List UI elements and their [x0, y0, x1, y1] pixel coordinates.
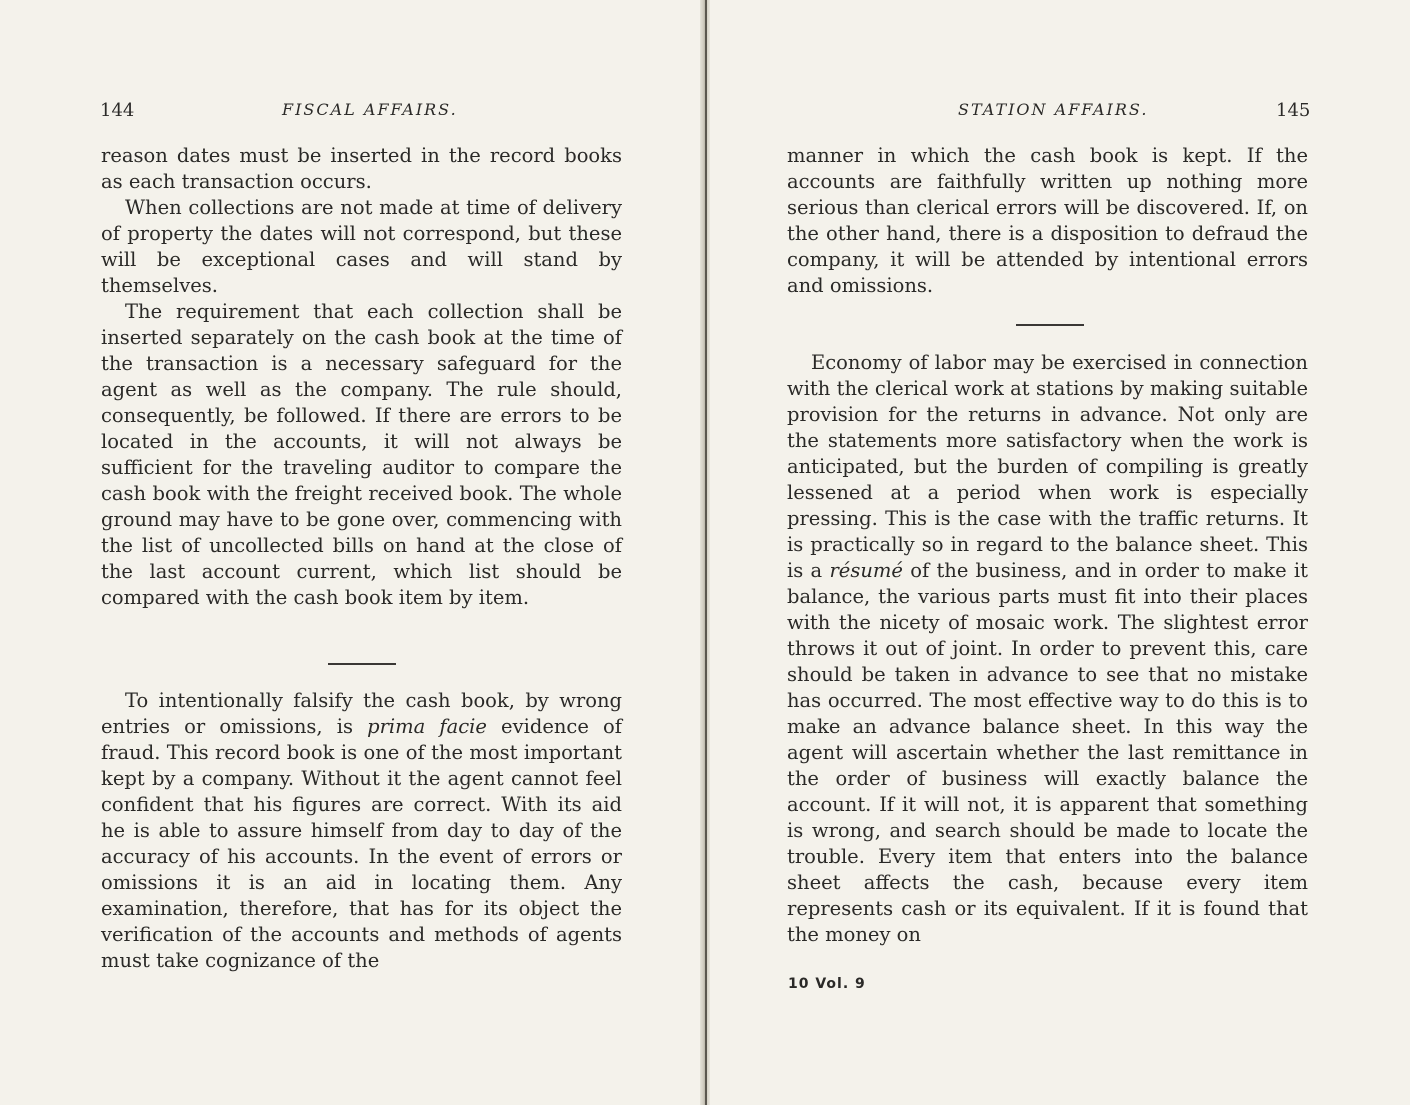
signature-mark: 10 Vol. 9	[788, 976, 866, 992]
section-divider	[1016, 324, 1084, 326]
text-run: evidence of fraud. This record book is one of the most important kept by a company. Without it the agent cannot feel confident that his figures are correct. With its aid he is able to assure himself from day to day of the accuracy of his accounts. In the event of errors or omissions it is an aid in locating them. Any examination, therefore, that has for its object the verification of the accounts and methods of agents must take cognizance of the	[101, 715, 622, 972]
italic-term: prima facie	[367, 715, 487, 738]
right-body-section-2	[787, 350, 1308, 948]
section-divider	[328, 663, 396, 665]
text-run: of the business, and in order to make it balance, the various parts must fit into their places with the nicety of mosaic work. The slightest error throws it out of joint. In order to prevent this, care should be taken in advance to see that no mistake has occurred. The most effective way to do this is to make an advance balance sheet. In this way the agent will ascertain whether the last remittance in the order of business will exactly balance the account. If it will not, it is apparent that something is wrong, and search should be made to locate the trouble. Every item that enters into the balance sheet affects the cash, because every item represents cash or its equivalent. If it is found that the money on	[787, 559, 1308, 946]
left-body-section-1	[101, 143, 622, 611]
right-paragraph	[787, 350, 1308, 948]
gutter-line	[705, 0, 707, 1105]
text-run: Economy of labor may be exercised in connection with the clerical work at stations by making suitable provision for the returns in advance. Not only are the statements more satisfactory when the work is anticipated, but the burden of compiling is greatly lessened at a period when work is especially pressing. This is the case with the traffic returns. It is practically so in regard to the balance sheet. This is a	[787, 351, 1308, 582]
right-running-title: STATION AFFAIRS.	[958, 100, 1149, 119]
left-paragraph: When collections are not made at time of delivery of property the dates will not correspond, but these will be exceptional cases and will stand by themselves.	[101, 196, 622, 297]
right-page-number: 145	[1276, 100, 1311, 121]
left-body-section-2	[101, 688, 622, 974]
left-paragraph: reason dates must be inserted in the record books as each transaction occurs.	[101, 144, 622, 193]
right-paragraph: manner in which the cash book is kept. If the accounts are faithfully written up nothing more serious than clerical errors will be discovered. If, on the other hand, there is a disposition to defraud the company, it will be attended by intentional errors and omissions.	[787, 144, 1308, 297]
left-page-number: 144	[100, 100, 135, 121]
left-paragraph: The requirement that each collection shall be inserted separately on the cash book at the time of the transaction is a necessary safeguard for the agent as well as the company. The rule should, consequently, be followed. If there are errors to be located in the accounts, it will not always be sufficient for the traveling auditor to compare the cash book with the freight received book. The whole ground may have to be gone over, commencing with the list of uncollected bills on hand at the close of the last account current, which list should be compared with the cash book item by item.	[101, 300, 622, 609]
left-running-title: FISCAL AFFAIRS.	[282, 100, 458, 119]
italic-term: résumé	[829, 559, 903, 582]
left-paragraph	[101, 688, 622, 974]
left-page	[0, 0, 700, 1105]
right-body-section-1	[787, 143, 1308, 299]
text-run: To intentionally falsify the cash book, by wrong entries or omissions, is	[101, 689, 622, 738]
right-page	[710, 0, 1410, 1105]
